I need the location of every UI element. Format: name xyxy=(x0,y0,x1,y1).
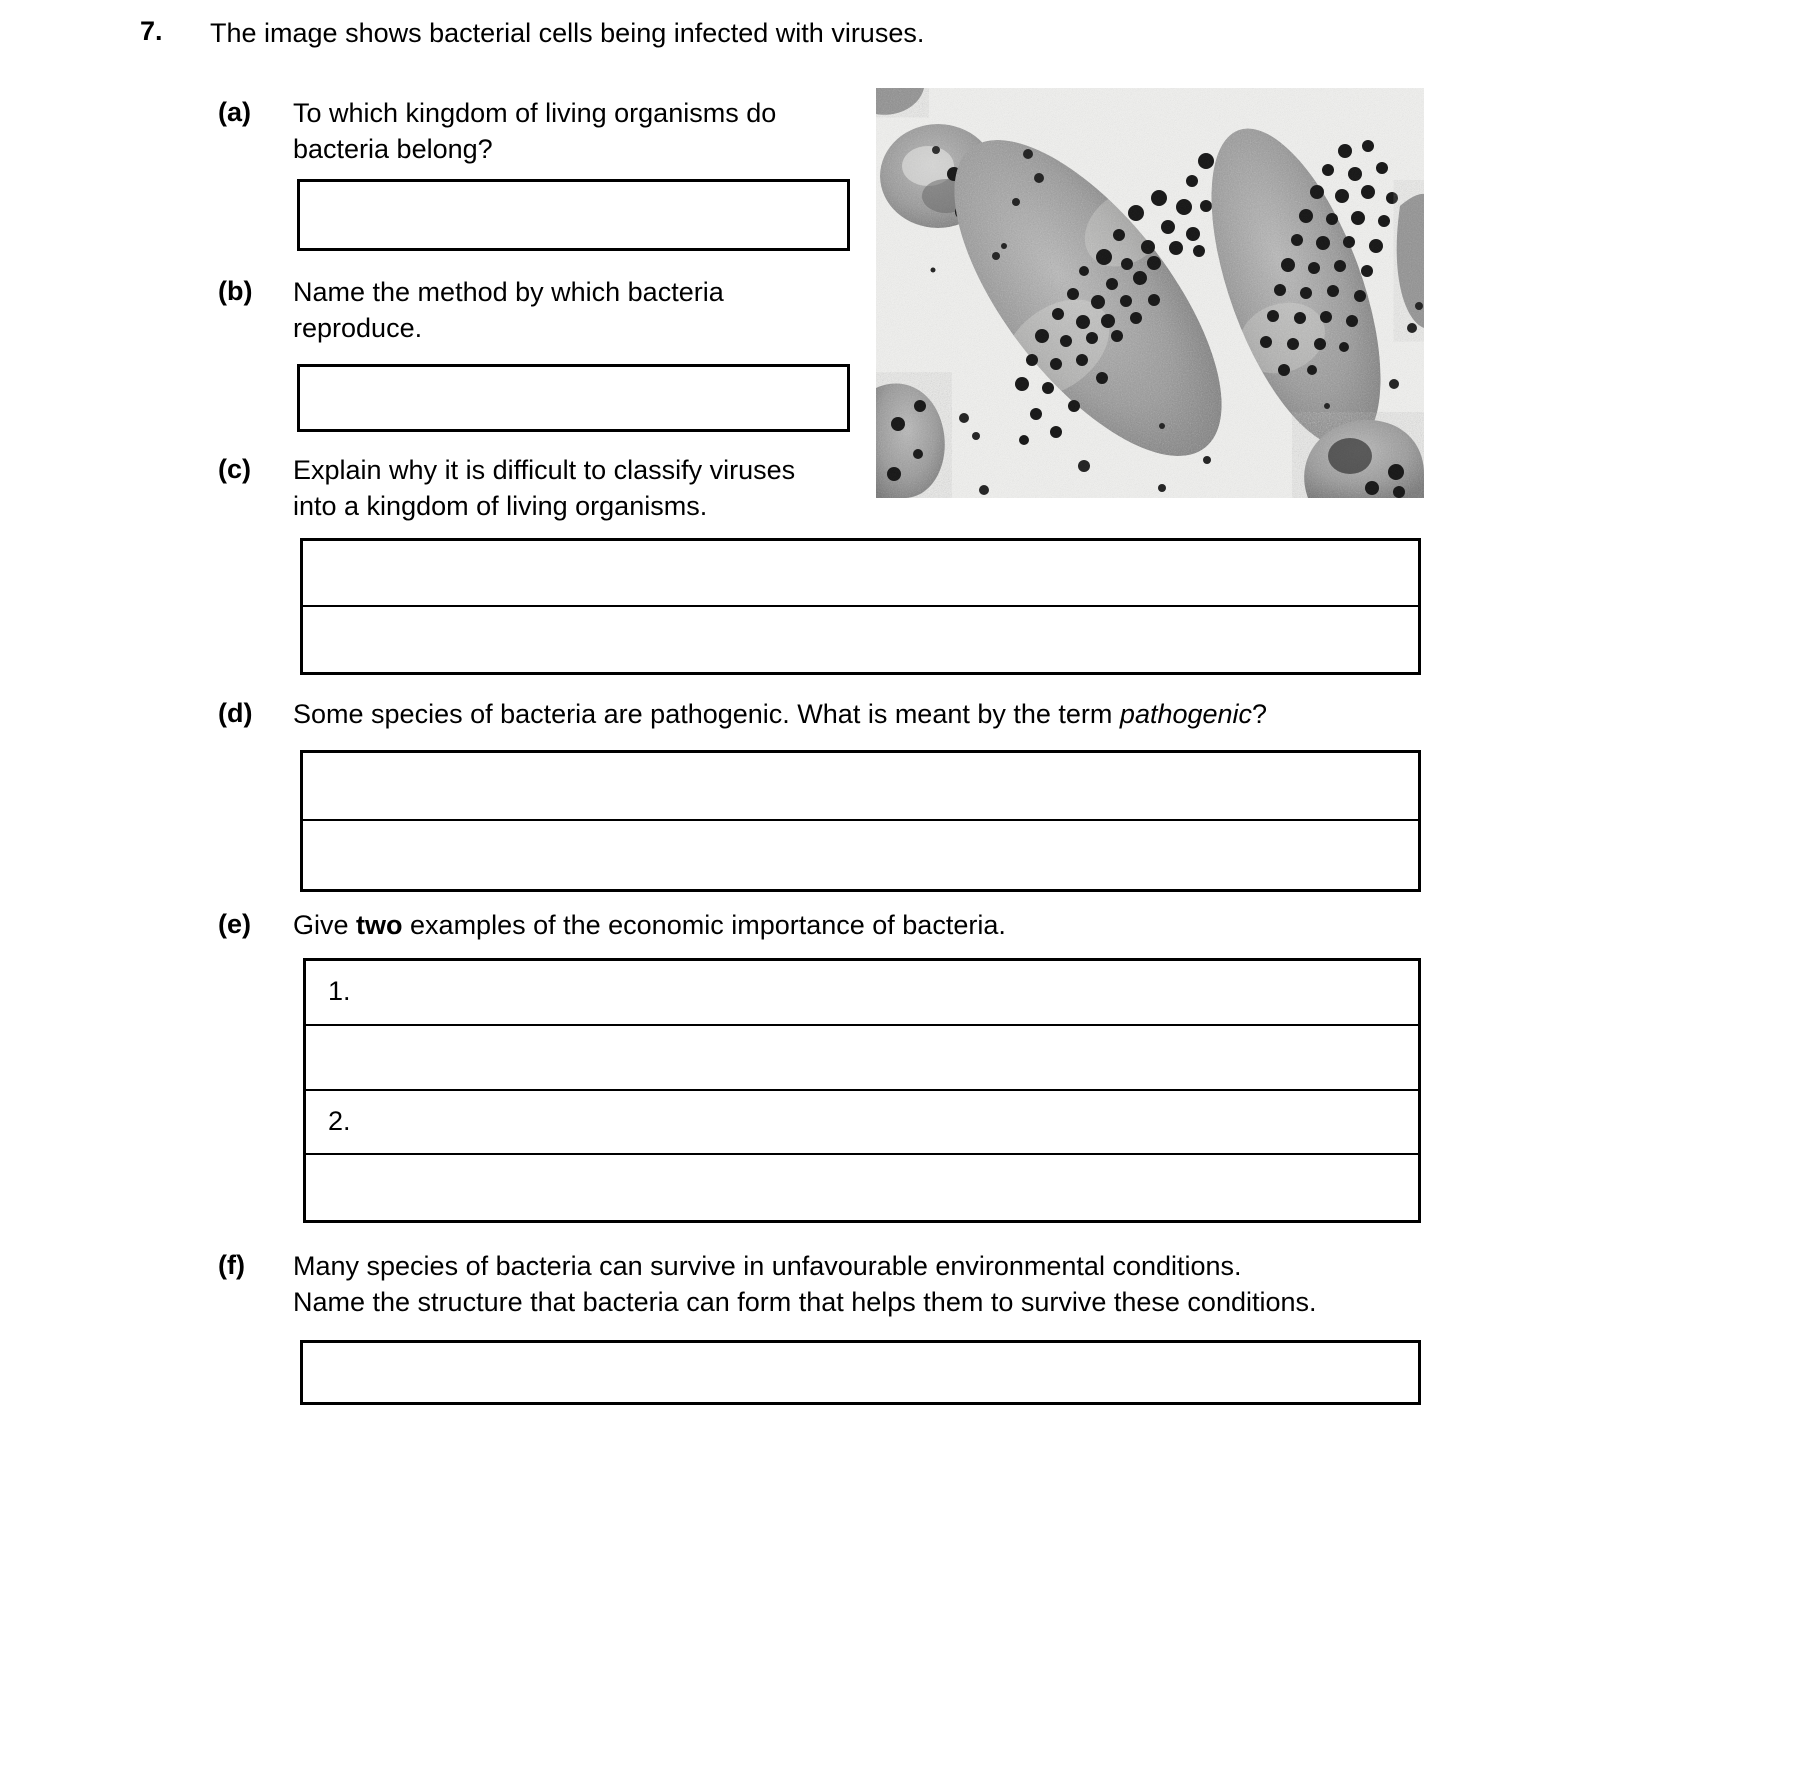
part-f-line2: Name the structure that bacteria can form that helps them to survive these conditions. xyxy=(293,1287,1317,1318)
part-e-bold-word: two xyxy=(356,910,403,940)
part-a-line2: bacteria belong? xyxy=(293,134,493,165)
answer-line[interactable] xyxy=(303,1343,1418,1402)
part-f-label: (f) xyxy=(218,1250,245,1280)
part-f xyxy=(218,1248,1538,1320)
part-d-italic-term: pathogenic xyxy=(1119,699,1253,729)
answer-box-c[interactable] xyxy=(300,538,1421,675)
part-b-line1: Name the method by which bacteria xyxy=(293,277,724,307)
part-b-label: (b) xyxy=(218,276,253,306)
part-a-line1: To which kingdom of living organisms do xyxy=(293,98,777,128)
answer-line-2[interactable] xyxy=(306,1091,1418,1156)
part-d xyxy=(218,696,1478,732)
part-d-text-after: ? xyxy=(1252,699,1268,729)
part-e xyxy=(218,907,1418,943)
answer-box-e[interactable] xyxy=(303,958,1421,1223)
part-e-text-before: Give xyxy=(293,910,357,940)
part-a xyxy=(218,95,838,167)
answer-line[interactable] xyxy=(303,607,1418,673)
answer-line[interactable] xyxy=(300,182,847,248)
answer-line[interactable] xyxy=(306,1026,1418,1091)
part-e-label: (e) xyxy=(218,909,251,939)
answer-marker-1: 1. xyxy=(328,976,351,1007)
answer-line[interactable] xyxy=(300,367,847,429)
part-f-line1: Many species of bacteria can survive in unfavourable environmental conditions. xyxy=(293,1251,1242,1281)
answer-line[interactable] xyxy=(303,541,1418,607)
part-a-label: (a) xyxy=(218,97,251,127)
part-d-label: (d) xyxy=(218,698,253,728)
part-b xyxy=(218,274,838,346)
answer-box-d[interactable] xyxy=(300,750,1421,892)
part-f-text xyxy=(293,1248,1317,1320)
question-number: 7. xyxy=(140,16,163,46)
question-stem xyxy=(140,16,924,52)
part-d-text-before: Some species of bacteria are pathogenic. What is meant by the term xyxy=(293,699,1120,729)
answer-marker-2: 2. xyxy=(328,1105,351,1136)
answer-line[interactable] xyxy=(303,753,1418,821)
part-c-line2: into a kingdom of living organisms. xyxy=(293,491,708,522)
part-c-line1: Explain why it is difficult to classify viruses xyxy=(293,455,796,485)
part-c xyxy=(218,452,898,524)
part-b-line2: reproduce. xyxy=(293,313,423,344)
answer-line[interactable] xyxy=(303,821,1418,889)
part-b-text xyxy=(293,274,724,346)
part-c-text xyxy=(293,452,795,524)
part-c-label: (c) xyxy=(218,454,251,484)
part-a-text xyxy=(293,95,776,167)
micrograph-svg xyxy=(876,88,1424,498)
part-e-text-after: examples of the economic importance of bacteria. xyxy=(402,910,1006,940)
answer-box-f[interactable] xyxy=(300,1340,1421,1405)
answer-line-1[interactable] xyxy=(306,961,1418,1026)
answer-line[interactable] xyxy=(306,1155,1418,1220)
answer-box-a[interactable] xyxy=(297,179,850,251)
answer-box-b[interactable] xyxy=(297,364,850,432)
part-e-text xyxy=(293,907,1006,943)
question-stem-text: The image shows bacterial cells being infected with viruses. xyxy=(210,18,925,48)
part-d-text xyxy=(293,696,1267,732)
bacteria-micrograph-image xyxy=(876,88,1424,498)
